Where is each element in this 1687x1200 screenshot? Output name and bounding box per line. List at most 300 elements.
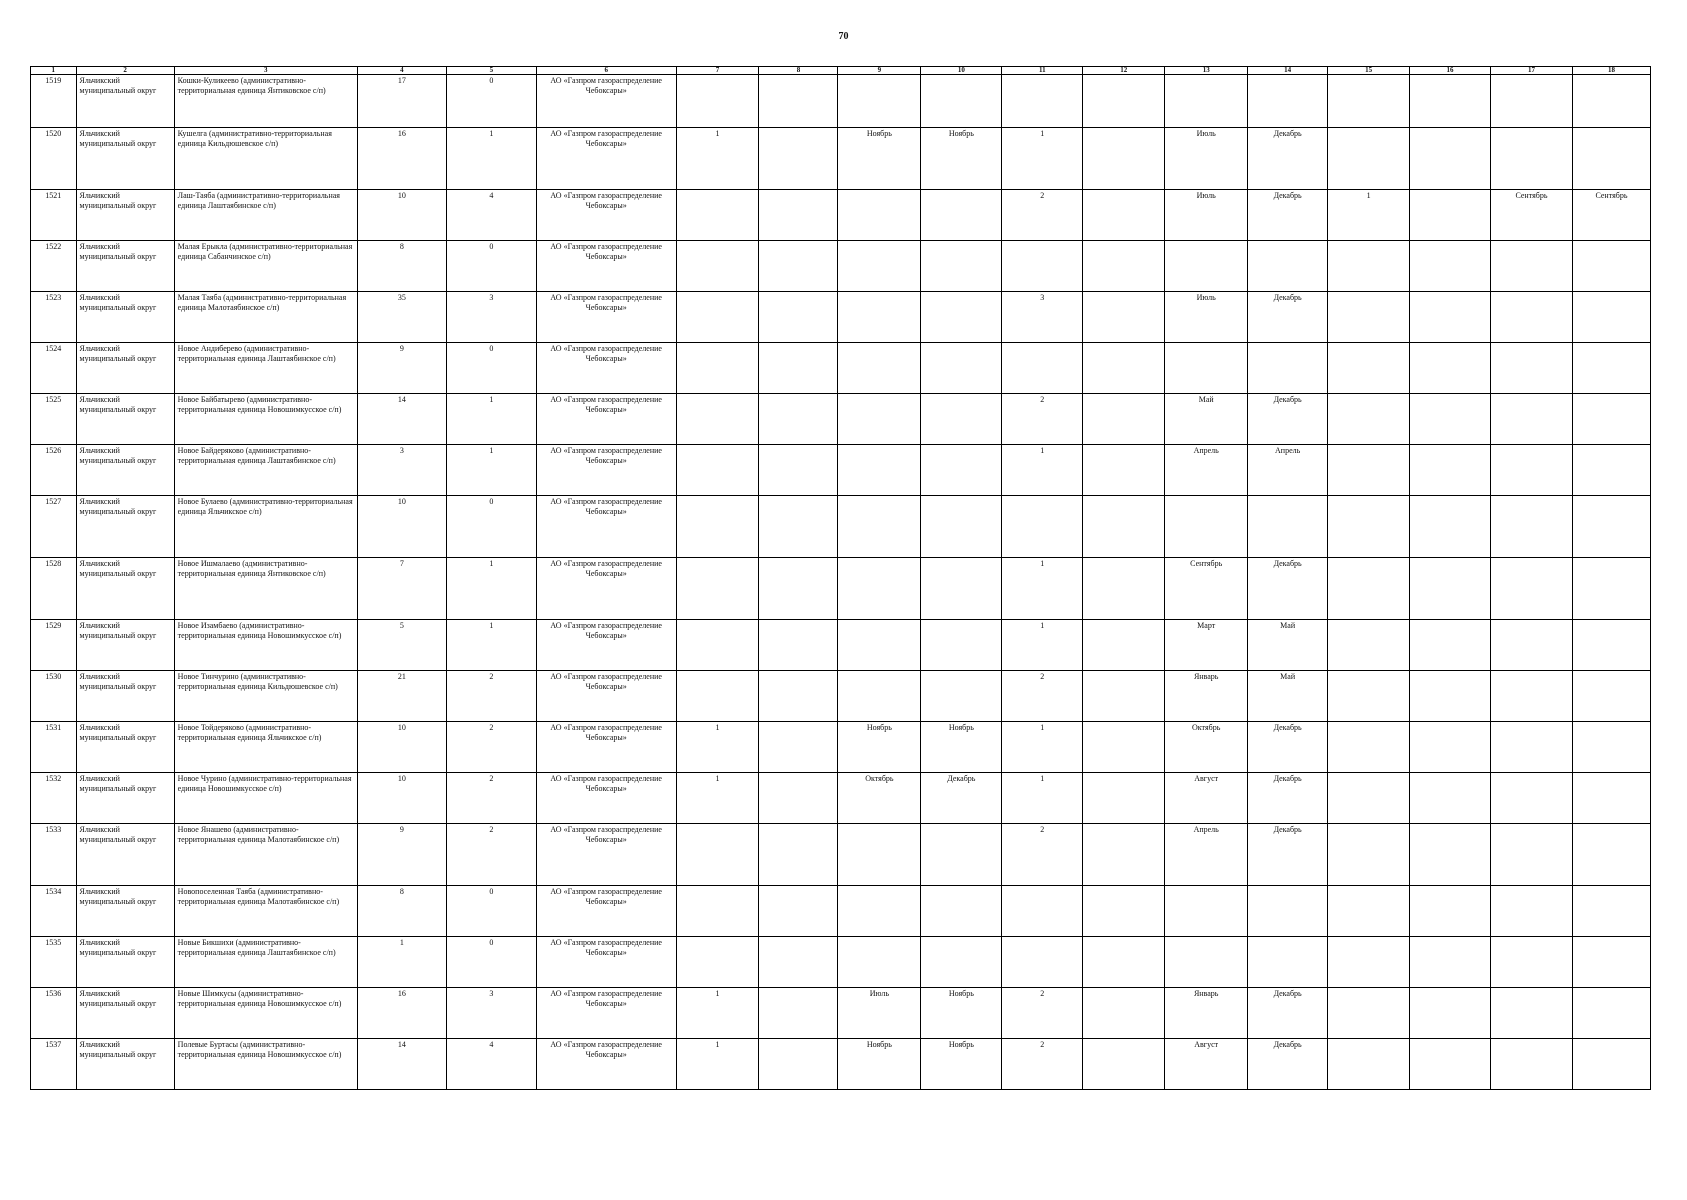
table-cell-col-8 xyxy=(759,1039,838,1090)
table-cell-col-18 xyxy=(1572,75,1650,128)
table-cell-col-8 xyxy=(759,988,838,1039)
table-cell-col-4: 7 xyxy=(357,558,446,620)
table-cell-col-7 xyxy=(676,75,759,128)
table-cell-col-14: Декабрь xyxy=(1248,128,1328,190)
table-cell-col-8 xyxy=(759,394,838,445)
table-cell-col-15 xyxy=(1328,937,1410,988)
table-cell-col-5: 0 xyxy=(446,343,536,394)
table-cell-col-14: Май xyxy=(1248,671,1328,722)
table-cell-col-11: 1 xyxy=(1002,620,1083,671)
table-cell-col-13 xyxy=(1165,886,1248,937)
table-cell-col-14: Декабрь xyxy=(1248,558,1328,620)
table-row xyxy=(31,241,1651,292)
table-cell-col-3: Новое Чурино (административно-территориальная единица Новошимкусское с/п) xyxy=(174,773,357,824)
table-cell-col-13: Август xyxy=(1165,1039,1248,1090)
table-cell-col-12 xyxy=(1083,671,1165,722)
table-cell-col-14 xyxy=(1248,343,1328,394)
table-cell-col-7 xyxy=(676,620,759,671)
table-cell-col-18 xyxy=(1572,241,1650,292)
table-cell-col-4: 5 xyxy=(357,620,446,671)
table-cell-col-10 xyxy=(921,620,1002,671)
table-cell-col-16 xyxy=(1410,75,1491,128)
table-cell-col-11 xyxy=(1002,886,1083,937)
table-cell-col-4: 17 xyxy=(357,75,446,128)
table-cell-col-7 xyxy=(676,292,759,343)
table-cell-col-6: АО «Газпром газораспределение Чебоксары» xyxy=(536,620,676,671)
table-cell-col-17 xyxy=(1491,937,1573,988)
table-cell-col-5: 1 xyxy=(446,445,536,496)
table-cell-col-13: Июль xyxy=(1165,190,1248,241)
table-cell-col-1: 1528 xyxy=(31,558,77,620)
table-cell-col-7 xyxy=(676,496,759,558)
table-cell-col-12 xyxy=(1083,343,1165,394)
table-row xyxy=(31,824,1651,886)
table-cell-col-12 xyxy=(1083,75,1165,128)
table-cell-col-17 xyxy=(1491,496,1573,558)
table-cell-col-3: Новое Андиберево (административно-территориальная единица Лаштаябинское с/п) xyxy=(174,343,357,394)
table-row xyxy=(31,558,1651,620)
table-cell-col-4: 3 xyxy=(357,445,446,496)
table-cell-col-1: 1534 xyxy=(31,886,77,937)
table-cell-col-10: Ноябрь xyxy=(921,128,1002,190)
table-cell-col-2: Яльчикский муниципальный округ xyxy=(76,292,174,343)
table-cell-col-16 xyxy=(1410,128,1491,190)
table-cell-col-4: 10 xyxy=(357,722,446,773)
table-cell-col-1: 1533 xyxy=(31,824,77,886)
table-cell-col-3: Лаш-Таяба (административно-территориальная единица Лаштаябинское с/п) xyxy=(174,190,357,241)
table-cell-col-7 xyxy=(676,445,759,496)
table-cell-col-7: 1 xyxy=(676,988,759,1039)
table-cell-col-18 xyxy=(1572,773,1650,824)
table-cell-col-4: 14 xyxy=(357,1039,446,1090)
table-cell-col-9 xyxy=(838,190,921,241)
table-cell-col-14 xyxy=(1248,75,1328,128)
column-number-header: 14 xyxy=(1248,67,1328,75)
table-cell-col-11 xyxy=(1002,241,1083,292)
table-cell-col-13: Март xyxy=(1165,620,1248,671)
table-cell-col-1: 1530 xyxy=(31,671,77,722)
table-cell-col-15 xyxy=(1328,394,1410,445)
table-cell-col-11: 1 xyxy=(1002,722,1083,773)
table-cell-col-7 xyxy=(676,241,759,292)
table-cell-col-5: 0 xyxy=(446,496,536,558)
table-cell-col-1: 1527 xyxy=(31,496,77,558)
table-cell-col-7 xyxy=(676,558,759,620)
table-cell-col-9: Октябрь xyxy=(838,773,921,824)
table-cell-col-1: 1531 xyxy=(31,722,77,773)
table-cell-col-15 xyxy=(1328,128,1410,190)
table-cell-col-11: 1 xyxy=(1002,773,1083,824)
table-cell-col-13: Январь xyxy=(1165,671,1248,722)
table-cell-col-10 xyxy=(921,886,1002,937)
table-cell-col-3: Новое Ишмалаево (административно-территориальная единица Янтиковское с/п) xyxy=(174,558,357,620)
table-cell-col-9 xyxy=(838,620,921,671)
table-cell-col-6: АО «Газпром газораспределение Чебоксары» xyxy=(536,496,676,558)
table-cell-col-12 xyxy=(1083,824,1165,886)
table-cell-col-5: 1 xyxy=(446,558,536,620)
table-cell-col-5: 1 xyxy=(446,620,536,671)
table-cell-col-13: Июль xyxy=(1165,128,1248,190)
table-cell-col-6: АО «Газпром газораспределение Чебоксары» xyxy=(536,937,676,988)
table-cell-col-17 xyxy=(1491,75,1573,128)
table-cell-col-9 xyxy=(838,558,921,620)
table-cell-col-2: Яльчикский муниципальный округ xyxy=(76,722,174,773)
table-cell-col-3: Новое Байдеряково (административно-территориальная единица Лаштаябинское с/п) xyxy=(174,445,357,496)
table-cell-col-2: Яльчикский муниципальный округ xyxy=(76,394,174,445)
table-cell-col-1: 1523 xyxy=(31,292,77,343)
table-cell-col-14: Декабрь xyxy=(1248,773,1328,824)
table-cell-col-11: 1 xyxy=(1002,128,1083,190)
table-cell-col-3: Новопоселенная Таяба (административно-территориальная единица Малотаябинское с/п) xyxy=(174,886,357,937)
table-cell-col-8 xyxy=(759,558,838,620)
table-cell-col-12 xyxy=(1083,886,1165,937)
table-cell-col-2: Яльчикский муниципальный округ xyxy=(76,988,174,1039)
table-cell-col-8 xyxy=(759,886,838,937)
table-cell-col-13 xyxy=(1165,937,1248,988)
column-number-header: 2 xyxy=(76,67,174,75)
column-number-header: 10 xyxy=(921,67,1002,75)
table-row xyxy=(31,886,1651,937)
table-cell-col-10: Ноябрь xyxy=(921,722,1002,773)
table-cell-col-14: Май xyxy=(1248,620,1328,671)
column-number-header: 9 xyxy=(838,67,921,75)
table-cell-col-16 xyxy=(1410,241,1491,292)
table-cell-col-1: 1524 xyxy=(31,343,77,394)
table-cell-col-6: АО «Газпром газораспределение Чебоксары» xyxy=(536,671,676,722)
table-cell-col-7 xyxy=(676,190,759,241)
table-cell-col-18 xyxy=(1572,824,1650,886)
table-cell-col-1: 1522 xyxy=(31,241,77,292)
table-cell-col-1: 1519 xyxy=(31,75,77,128)
table-cell-col-15 xyxy=(1328,620,1410,671)
table-cell-col-2: Яльчикский муниципальный округ xyxy=(76,558,174,620)
table-cell-col-14 xyxy=(1248,886,1328,937)
table-cell-col-15 xyxy=(1328,1039,1410,1090)
table-cell-col-3: Малая Ерыкла (административно-территориальная единица Сабанчинское с/п) xyxy=(174,241,357,292)
table-cell-col-8 xyxy=(759,671,838,722)
table-cell-col-3: Новое Янашево (административно-территориальная единица Малотаябинское с/п) xyxy=(174,824,357,886)
table-cell-col-2: Яльчикский муниципальный округ xyxy=(76,343,174,394)
table-cell-col-15 xyxy=(1328,886,1410,937)
table-cell-col-11: 2 xyxy=(1002,394,1083,445)
table-cell-col-15 xyxy=(1328,241,1410,292)
table-cell-col-1: 1537 xyxy=(31,1039,77,1090)
table-cell-col-14 xyxy=(1248,496,1328,558)
table-cell-col-9 xyxy=(838,445,921,496)
table-cell-col-15 xyxy=(1328,292,1410,343)
table-cell-col-18 xyxy=(1572,292,1650,343)
table-cell-col-3: Кушелга (административно-территориальная единица Кильдюшевское с/п) xyxy=(174,128,357,190)
table-cell-col-6: АО «Газпром газораспределение Чебоксары» xyxy=(536,558,676,620)
column-number-header: 11 xyxy=(1002,67,1083,75)
table-cell-col-12 xyxy=(1083,394,1165,445)
table-cell-col-17 xyxy=(1491,988,1573,1039)
table-cell-col-6: АО «Газпром газораспределение Чебоксары» xyxy=(536,445,676,496)
table-cell-col-7 xyxy=(676,343,759,394)
table-cell-col-16 xyxy=(1410,824,1491,886)
table-cell-col-13: Январь xyxy=(1165,988,1248,1039)
table-cell-col-10 xyxy=(921,824,1002,886)
table-cell-col-5: 1 xyxy=(446,128,536,190)
table-cell-col-3: Новое Булаево (административно-территориальная единица Яльчикское с/п) xyxy=(174,496,357,558)
table-cell-col-18 xyxy=(1572,937,1650,988)
table-cell-col-3: Кошки-Куликеево (административно-территориальная единица Янтиковское с/п) xyxy=(174,75,357,128)
column-number-header: 17 xyxy=(1491,67,1573,75)
table-cell-col-14: Декабрь xyxy=(1248,394,1328,445)
table-cell-col-2: Яльчикский муниципальный округ xyxy=(76,886,174,937)
table-cell-col-9 xyxy=(838,343,921,394)
table-cell-col-9: Ноябрь xyxy=(838,128,921,190)
table-cell-col-9 xyxy=(838,886,921,937)
column-number-header: 7 xyxy=(676,67,759,75)
table-cell-col-3: Новое Байбатырево (административно-территориальная единица Новошимкусское с/п) xyxy=(174,394,357,445)
table-cell-col-13: Май xyxy=(1165,394,1248,445)
table-cell-col-9: Ноябрь xyxy=(838,722,921,773)
table-cell-col-7 xyxy=(676,937,759,988)
table-cell-col-17 xyxy=(1491,671,1573,722)
table-cell-col-9 xyxy=(838,937,921,988)
table-cell-col-2: Яльчикский муниципальный округ xyxy=(76,445,174,496)
table-cell-col-6: АО «Газпром газораспределение Чебоксары» xyxy=(536,292,676,343)
table-cell-col-11: 2 xyxy=(1002,190,1083,241)
table-cell-col-5: 0 xyxy=(446,75,536,128)
table-cell-col-2: Яльчикский муниципальный округ xyxy=(76,496,174,558)
table-cell-col-17 xyxy=(1491,343,1573,394)
table-body xyxy=(31,75,1651,1090)
table-cell-col-11 xyxy=(1002,343,1083,394)
table-cell-col-5: 2 xyxy=(446,773,536,824)
table-cell-col-5: 2 xyxy=(446,671,536,722)
table-cell-col-15 xyxy=(1328,988,1410,1039)
table-cell-col-8 xyxy=(759,773,838,824)
column-number-header: 1 xyxy=(31,67,77,75)
table-cell-col-16 xyxy=(1410,1039,1491,1090)
table-cell-col-10 xyxy=(921,292,1002,343)
table-cell-col-16 xyxy=(1410,496,1491,558)
table-cell-col-12 xyxy=(1083,620,1165,671)
table-cell-col-14: Декабрь xyxy=(1248,988,1328,1039)
table-cell-col-16 xyxy=(1410,620,1491,671)
table-cell-col-7 xyxy=(676,394,759,445)
table-row xyxy=(31,445,1651,496)
column-number-header: 18 xyxy=(1572,67,1650,75)
table-cell-col-3: Новое Тинчурино (административно-территориальная единица Кильдюшевское с/п) xyxy=(174,671,357,722)
table-cell-col-14 xyxy=(1248,937,1328,988)
table-cell-col-7: 1 xyxy=(676,128,759,190)
table-row xyxy=(31,671,1651,722)
table-cell-col-14: Декабрь xyxy=(1248,292,1328,343)
table-cell-col-1: 1529 xyxy=(31,620,77,671)
table-cell-col-15 xyxy=(1328,824,1410,886)
table-cell-col-6: АО «Газпром газораспределение Чебоксары» xyxy=(536,75,676,128)
table-cell-col-4: 8 xyxy=(357,241,446,292)
table-cell-col-16 xyxy=(1410,292,1491,343)
table-cell-col-1: 1520 xyxy=(31,128,77,190)
table-cell-col-16 xyxy=(1410,445,1491,496)
table-cell-col-18: Сентябрь xyxy=(1572,190,1650,241)
table-cell-col-8 xyxy=(759,496,838,558)
table-cell-col-17 xyxy=(1491,394,1573,445)
table-cell-col-18 xyxy=(1572,128,1650,190)
table-cell-col-5: 0 xyxy=(446,241,536,292)
column-number-header: 5 xyxy=(446,67,536,75)
table-cell-col-10 xyxy=(921,671,1002,722)
table-cell-col-15 xyxy=(1328,75,1410,128)
table-cell-col-3: Новые Шимкусы (административно-территориальная единица Новошимкусское с/п) xyxy=(174,988,357,1039)
table-row xyxy=(31,620,1651,671)
table-cell-col-1: 1525 xyxy=(31,394,77,445)
table-cell-col-9 xyxy=(838,241,921,292)
table-cell-col-11: 1 xyxy=(1002,558,1083,620)
table-cell-col-11: 2 xyxy=(1002,671,1083,722)
table-cell-col-18 xyxy=(1572,722,1650,773)
table-cell-col-6: АО «Газпром газораспределение Чебоксары» xyxy=(536,722,676,773)
table-cell-col-6: АО «Газпром газораспределение Чебоксары» xyxy=(536,773,676,824)
table-cell-col-3: Малая Таяба (административно-территориальная единица Малотаябинское с/п) xyxy=(174,292,357,343)
table-cell-col-1: 1536 xyxy=(31,988,77,1039)
table-row xyxy=(31,343,1651,394)
table-cell-col-13 xyxy=(1165,241,1248,292)
table-cell-col-5: 1 xyxy=(446,394,536,445)
table-cell-col-7 xyxy=(676,824,759,886)
table-cell-col-17 xyxy=(1491,886,1573,937)
page-number: 70 xyxy=(838,31,849,42)
table-cell-col-9 xyxy=(838,496,921,558)
table-cell-col-15 xyxy=(1328,558,1410,620)
table-cell-col-14: Апрель xyxy=(1248,445,1328,496)
table-cell-col-3: Полевые Буртасы (административно-территориальная единица Новошимкусское с/п) xyxy=(174,1039,357,1090)
table-cell-col-5: 3 xyxy=(446,988,536,1039)
table-cell-col-18 xyxy=(1572,496,1650,558)
table-cell-col-15 xyxy=(1328,671,1410,722)
table-cell-col-17 xyxy=(1491,722,1573,773)
table-cell-col-3: Новое Изамбаево (административно-территориальная единица Новошимкусское с/п) xyxy=(174,620,357,671)
table-cell-col-16 xyxy=(1410,886,1491,937)
table-cell-col-15 xyxy=(1328,722,1410,773)
table-cell-col-18 xyxy=(1572,988,1650,1039)
table-cell-col-10 xyxy=(921,937,1002,988)
table-cell-col-18 xyxy=(1572,558,1650,620)
table-cell-col-2: Яльчикский муниципальный округ xyxy=(76,75,174,128)
table-cell-col-8 xyxy=(759,937,838,988)
table-cell-col-11 xyxy=(1002,75,1083,128)
table-cell-col-1: 1532 xyxy=(31,773,77,824)
table-cell-col-12 xyxy=(1083,190,1165,241)
table-cell-col-17 xyxy=(1491,445,1573,496)
table-cell-col-14: Декабрь xyxy=(1248,190,1328,241)
table-cell-col-3: Новые Бикшихи (административно-территориальная единица Лаштаябинское с/п) xyxy=(174,937,357,988)
table-cell-col-8 xyxy=(759,75,838,128)
table-cell-col-11: 3 xyxy=(1002,292,1083,343)
table-cell-col-8 xyxy=(759,128,838,190)
table-cell-col-13: Сентябрь xyxy=(1165,558,1248,620)
table-cell-col-17 xyxy=(1491,824,1573,886)
table-cell-col-8 xyxy=(759,241,838,292)
table-cell-col-13 xyxy=(1165,75,1248,128)
table-cell-col-9 xyxy=(838,75,921,128)
table-cell-col-15: 1 xyxy=(1328,190,1410,241)
table-cell-col-4: 9 xyxy=(357,343,446,394)
table-cell-col-18 xyxy=(1572,886,1650,937)
table-cell-col-10 xyxy=(921,496,1002,558)
table-cell-col-18 xyxy=(1572,671,1650,722)
table-cell-col-8 xyxy=(759,292,838,343)
column-number-row xyxy=(31,67,1651,75)
table-cell-col-2: Яльчикский муниципальный округ xyxy=(76,1039,174,1090)
table-cell-col-18 xyxy=(1572,1039,1650,1090)
table-cell-col-11: 2 xyxy=(1002,1039,1083,1090)
table-cell-col-15 xyxy=(1328,343,1410,394)
table-cell-col-10 xyxy=(921,75,1002,128)
table-cell-col-11: 1 xyxy=(1002,445,1083,496)
table-cell-col-10 xyxy=(921,241,1002,292)
table-cell-col-2: Яльчикский муниципальный округ xyxy=(76,824,174,886)
table-cell-col-8 xyxy=(759,620,838,671)
column-number-header: 6 xyxy=(536,67,676,75)
table-cell-col-9 xyxy=(838,292,921,343)
table-cell-col-12 xyxy=(1083,558,1165,620)
table-row xyxy=(31,128,1651,190)
table-cell-col-5: 4 xyxy=(446,190,536,241)
table-cell-col-6: АО «Газпром газораспределение Чебоксары» xyxy=(536,824,676,886)
table-cell-col-17 xyxy=(1491,558,1573,620)
table-cell-col-5: 0 xyxy=(446,937,536,988)
table-cell-col-2: Яльчикский муниципальный округ xyxy=(76,620,174,671)
table-cell-col-4: 9 xyxy=(357,824,446,886)
column-number-header: 16 xyxy=(1410,67,1491,75)
table-row xyxy=(31,394,1651,445)
table-cell-col-6: АО «Газпром газораспределение Чебоксары» xyxy=(536,128,676,190)
table-cell-col-12 xyxy=(1083,988,1165,1039)
table-cell-col-17 xyxy=(1491,292,1573,343)
table-row xyxy=(31,937,1651,988)
table-cell-col-4: 10 xyxy=(357,190,446,241)
table-cell-col-7: 1 xyxy=(676,722,759,773)
table-cell-col-10 xyxy=(921,445,1002,496)
table-cell-col-6: АО «Газпром газораспределение Чебоксары» xyxy=(536,394,676,445)
table-cell-col-15 xyxy=(1328,773,1410,824)
table-cell-col-5: 2 xyxy=(446,722,536,773)
table-cell-col-5: 2 xyxy=(446,824,536,886)
table-cell-col-6: АО «Газпром газораспределение Чебоксары» xyxy=(536,1039,676,1090)
column-number-header: 4 xyxy=(357,67,446,75)
table-cell-col-13 xyxy=(1165,343,1248,394)
table-cell-col-7 xyxy=(676,886,759,937)
table-cell-col-16 xyxy=(1410,394,1491,445)
table-cell-col-14 xyxy=(1248,241,1328,292)
table-cell-col-6: АО «Газпром газораспределение Чебоксары» xyxy=(536,241,676,292)
table-cell-col-18 xyxy=(1572,445,1650,496)
table-cell-col-4: 1 xyxy=(357,937,446,988)
table-cell-col-18 xyxy=(1572,394,1650,445)
table-cell-col-12 xyxy=(1083,292,1165,343)
table-cell-col-2: Яльчикский муниципальный округ xyxy=(76,128,174,190)
table-cell-col-14: Декабрь xyxy=(1248,824,1328,886)
table-cell-col-16 xyxy=(1410,988,1491,1039)
table-cell-col-2: Яльчикский муниципальный округ xyxy=(76,937,174,988)
table-cell-col-10 xyxy=(921,190,1002,241)
table-row xyxy=(31,1039,1651,1090)
table-cell-col-18 xyxy=(1572,620,1650,671)
table-cell-col-5: 4 xyxy=(446,1039,536,1090)
table-cell-col-9 xyxy=(838,671,921,722)
table-cell-col-4: 35 xyxy=(357,292,446,343)
table-cell-col-10 xyxy=(921,558,1002,620)
table-cell-col-6: АО «Газпром газораспределение Чебоксары» xyxy=(536,988,676,1039)
table-cell-col-16 xyxy=(1410,773,1491,824)
table-cell-col-9: Ноябрь xyxy=(838,1039,921,1090)
gasification-plan-table xyxy=(30,66,1651,1090)
